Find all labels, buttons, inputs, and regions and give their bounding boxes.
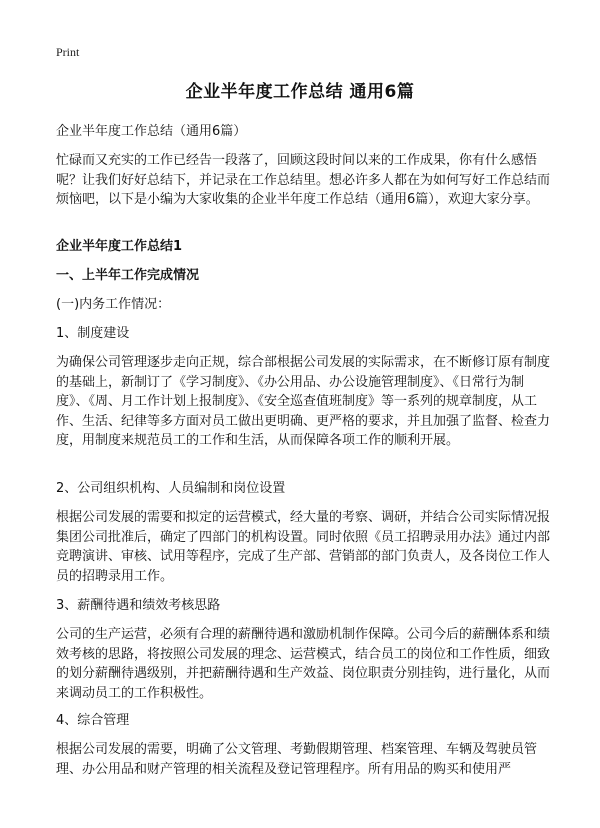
item-heading: 4、综合管理 bbox=[56, 713, 130, 728]
page-title: 企业半年度工作总结 通用6篇 bbox=[185, 82, 415, 102]
print-link[interactable]: Print bbox=[56, 45, 80, 59]
item-heading: 2、公司组织机构、人员编制和岗位设置 bbox=[56, 481, 286, 496]
item-heading: 1、制度建设 bbox=[56, 326, 130, 341]
subsection-heading: 一、上半年工作完成情况 bbox=[56, 268, 200, 283]
item-heading: 3、薪酬待遇和绩效考核思路 bbox=[56, 598, 221, 613]
body-paragraph: 公司的生产运营，必须有合理的薪酬待遇和激励机制作保障。公司今后的薪酬体系和绩效考核的思路，将按照公司发展的理念、运营模式，结合员工的岗位和工作性质，细致的划分薪酬待遇级别，并把薪酬待遇和生产效益、岗位职责分别挂钩，进行量化，从而来调动员工的工作积极性。 bbox=[56, 627, 551, 701]
section-heading: 企业半年度工作总结1 bbox=[56, 239, 183, 254]
body-paragraph: 根据公司发展的需要和拟定的运营模式，经大量的考察、调研，并结合公司实际情况报集团公司批准后，确定了四部门的机构设置。同时依照《员工招聘录用办法》通过内部竞聘演讲、审核、试用等程序，完成了生产部、营销部的部门负责人，及各岗位工作人员的招聘录用工作。 bbox=[56, 510, 551, 584]
subsection-label: (一)内务工作情况： bbox=[56, 297, 171, 312]
body-paragraph: 根据公司发展的需要，明确了公文管理、考勤假期管理、档案管理、车辆及驾驶员管理、办公用品和财产管理的相关流程及登记管理程序。所有用品的购买和使用严 bbox=[56, 742, 538, 777]
body-paragraph: 为确保公司管理逐步走向正规，综合部根据公司发展的实际需求，在不断修订原有制度的基础上，新制订了《学习制度》、《办公用品、办公设施管理制度》、《日常行为制度》、《周、月工作计划上报制度》、《安全巡查值班制度》等一系列的规章制度，从工作、生活、纪律等多方面对员工做出更明确、更严格的要求，并且加强了监督、检查力度，用制度来规范员工的工作和生活，从而保障各项工作的顺利开展。 bbox=[56, 355, 551, 448]
intro-paragraph: 忙碌而又充实的工作已经告一段落了，回顾这段时间以来的工作成果，你有什么感悟呢？让我们好好总结下，并记录在工作总结里。想必许多人都在为如何写好工作总结而烦恼吧，以下是小编为大家收集的企业半年度工作总结（通用6篇），欢迎大家分享。 bbox=[56, 153, 551, 207]
subtitle-paragraph: 企业半年度工作总结（通用6篇） bbox=[56, 124, 247, 139]
